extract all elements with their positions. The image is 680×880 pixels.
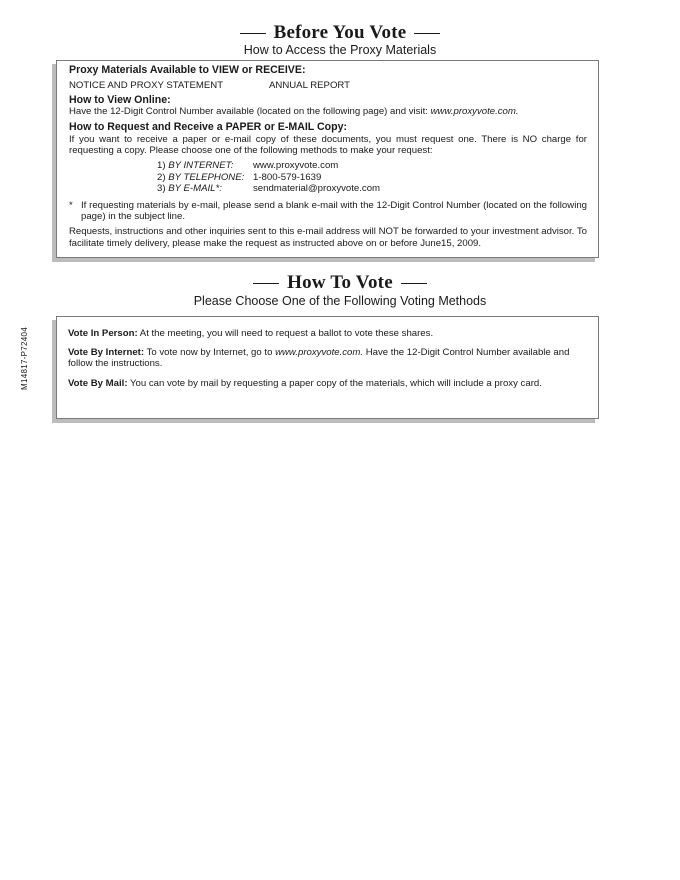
method-label-text: BY TELEPHONE: — [168, 171, 245, 183]
vote-by-internet-text-b: Have the 12-Digit Control Number available and follow the instructions. — [68, 347, 570, 370]
documents-list — [69, 80, 587, 91]
materials-heading: Proxy Materials Available to VIEW or RECEIVE: — [69, 64, 306, 76]
title-rule-right — [401, 283, 427, 284]
vote-in-person-text: At the meeting, you will need to request a ballot to vote these shares. — [137, 328, 434, 339]
vote-in-person-label: Vote In Person: — [68, 328, 138, 339]
request-heading: How to Request and Receive a PAPER or E-MAIL Copy: — [69, 121, 348, 134]
method-telephone-label — [157, 172, 253, 183]
view-online-url[interactable]: www.proxyvote.com. — [430, 106, 519, 118]
view-online-paragraph — [69, 106, 587, 117]
vote-by-internet-url[interactable]: www.proxyvote.com. — [275, 347, 364, 359]
vote-by-internet-label: Vote By Internet: — [68, 347, 145, 359]
method-internet-label — [157, 160, 253, 171]
method-internet — [157, 160, 587, 171]
method-telephone — [157, 172, 587, 183]
method-email-value[interactable]: sendmaterial@proxyvote.com — [253, 182, 381, 194]
vote-by-internet — [68, 347, 587, 369]
how-to-vote-title — [0, 272, 680, 294]
before-you-vote-subtitle: How to Access the Proxy Materials — [243, 43, 437, 57]
document-notice: NOTICE AND PROXY STATEMENT — [69, 79, 224, 91]
view-online-text: Have the 12-Digit Control Number available (located on the following page) and visit: — [69, 106, 431, 118]
footnote-text: If requesting materials by e-mail, please send a blank e-mail with the 12-Digit Control Number (located on the following page) in the subject line. — [81, 199, 587, 223]
title-rule-left — [240, 33, 266, 34]
method-telephone-value[interactable]: 1-800-579-1639 — [253, 171, 322, 183]
method-label-text: BY E-MAIL*: — [168, 182, 222, 194]
how-to-vote-title-text: How To Vote — [287, 272, 393, 293]
method-number: 1) — [157, 160, 166, 172]
title-rule-right — [414, 33, 440, 34]
title-rule-left — [253, 283, 279, 284]
before-you-vote-title — [0, 22, 680, 44]
vote-by-internet-text-a: To vote now by Internet, go to — [144, 347, 276, 359]
method-email-label — [157, 183, 253, 194]
how-to-vote-subtitle: Please Choose One of the Following Voting Methods — [193, 294, 487, 308]
method-label-text: BY INTERNET: — [168, 160, 234, 172]
method-internet-value[interactable]: www.proxyvote.com — [253, 160, 339, 172]
before-you-vote-title-text: Before You Vote — [273, 22, 407, 43]
voting-methods-box — [56, 316, 599, 419]
email-footnote — [69, 200, 587, 222]
document-control-code: M14817-P72404 — [20, 326, 29, 390]
method-email — [157, 183, 587, 194]
request-text: If you want to receive a paper or e-mail copy of these documents, you must request one. There is NO charge for requesting a copy. Please choose one of the following methods to make your request: — [69, 133, 587, 157]
method-number: 3) — [157, 182, 166, 194]
method-number: 2) — [157, 171, 166, 183]
proxy-materials-box — [56, 60, 599, 258]
vote-by-mail-text: You can vote by mail by requesting a paper copy of the materials, which will include a proxy card. — [127, 377, 542, 389]
vote-by-mail-label: Vote By Mail: — [68, 377, 128, 389]
vote-in-person — [68, 328, 587, 339]
footnote-marker: * — [69, 199, 73, 211]
view-online-heading: How to View Online: — [69, 93, 171, 106]
inquiries-text: Requests, instructions and other inquiries sent to this e-mail address will NOT be forwarded to your investment advisor. To facilitate timely delivery, please make the request as instructed above on or before June15, 2009. — [69, 226, 587, 249]
request-methods — [157, 160, 587, 194]
vote-by-mail — [68, 378, 587, 389]
document-annual-report: ANNUAL REPORT — [269, 79, 351, 91]
